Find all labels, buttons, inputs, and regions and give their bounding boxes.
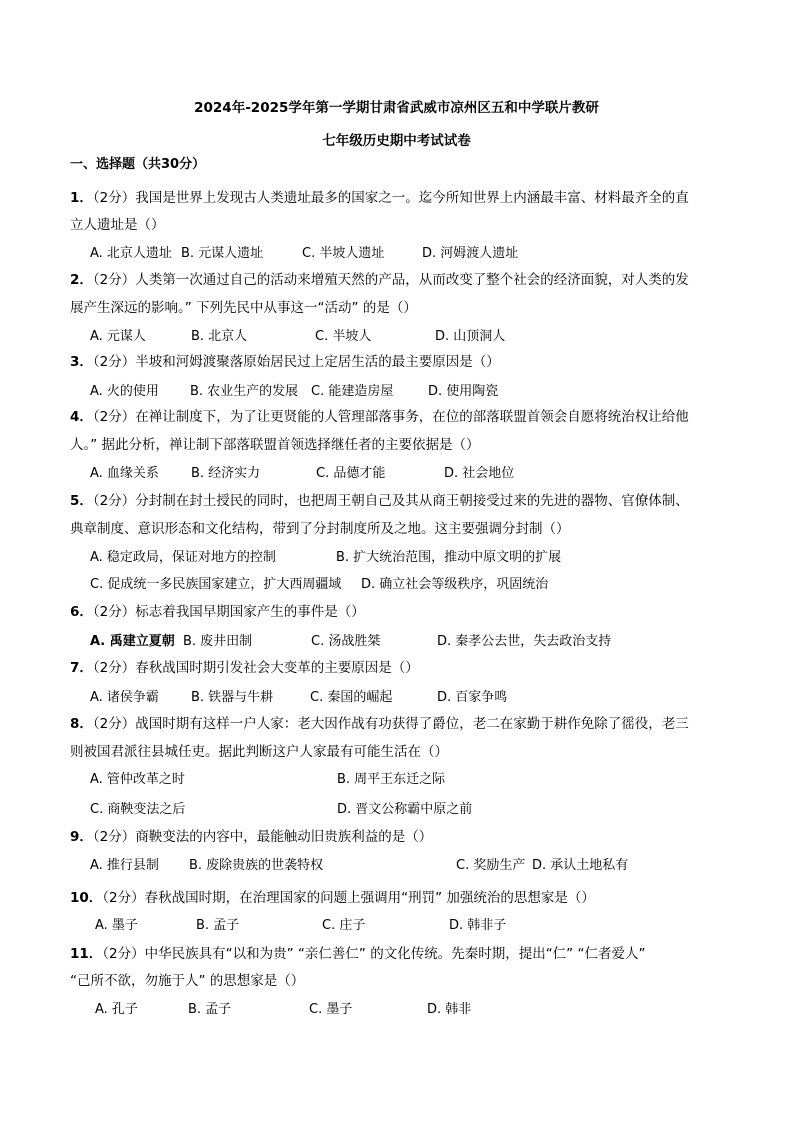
option-3d: D. 使用陶瓷: [428, 384, 499, 399]
option-5c: C. 促成统一多民族国家建立，扩大西周疆域: [90, 577, 342, 592]
option-6d: D. 秦孝公去世，失去政治支持: [437, 634, 612, 649]
option-7a: A. 诸侯争霸: [90, 690, 159, 705]
question-8-cont: 则被国君派往县城任吏。据此判断这户人家最有可能生活在（）: [70, 744, 448, 760]
option-8d: D. 晋文公称霸中原之前: [337, 802, 473, 817]
question-4: 4．（2分）在禅让制度下，为了让更贤能的人管理部落事务，在位的部落联盟首领会自愿将统治权让给他: [70, 409, 689, 425]
option-8c: C. 商鞅变法之后: [90, 802, 186, 817]
option-10b: B. 孟子: [196, 918, 240, 933]
section-heading: 一、选择题（共30分）: [70, 157, 206, 172]
option-9b: B. 废除贵族的世袭特权: [189, 858, 324, 873]
option-10c: C. 庄子: [322, 918, 366, 933]
option-11b: B. 孟子: [188, 1002, 232, 1017]
question-8: 8．（2分）战国时期有这样一户人家：老大因作战有功获得了爵位，老二在家勤于耕作免除了徭役，老三: [70, 716, 689, 732]
option-9d: D. 承认土地私有: [532, 858, 629, 873]
option-3a: A. 火的使用: [90, 384, 159, 399]
question-11-cont: “己所不欲，勿施于人” 的思想家是（）: [70, 973, 305, 989]
option-1d: D. 河姆渡人遗址: [422, 246, 519, 261]
option-7c: C. 秦国的崛起: [310, 690, 393, 705]
question-4-cont: 人。” 据此分析，禅让制下部落联盟首领选择继任者的主要依据是（）: [70, 437, 480, 453]
question-11: 11．（2分）中华民族具有“以和为贵” “亲仁善仁” 的文化传统。先秦时期，提出“仁” “仁者爱人”: [70, 946, 646, 962]
question-5: 5．（2分）分封制在封土授民的同时，也把周王朝自己及其从商王朝接受过来的先进的器物、官僚体制、: [70, 493, 689, 509]
option-3b: B. 农业生产的发展: [190, 384, 299, 399]
option-4b: B. 经济实力: [191, 466, 261, 481]
option-10d: D. 韩非子: [449, 918, 507, 933]
option-2b: B. 北京人: [191, 329, 248, 344]
question-10: 10．（2分）春秋战国时期，在治理国家的问题上强调用“刑罚” 加强统治的思想家是（）: [70, 890, 595, 906]
option-6b: B. 废井田制: [183, 634, 253, 649]
option-1c: C. 半坡人遗址: [302, 246, 385, 261]
option-7d: D. 百家争鸣: [437, 690, 508, 705]
question-3: 3．（2分）半坡和河姆渡聚落原始居民过上定居生活的最主要原因是（）: [70, 354, 500, 370]
exam-subtitle: 七年级历史期中考试试卷: [322, 133, 471, 149]
question-1: 1．（2分）我国是世界上发现古人类遗址最多的国家之一。迄今所知世界上内涵最丰富、材料最齐全的直: [70, 190, 689, 206]
exam-title: 2024年-2025学年第一学期甘肃省武威市凉州区五和中学联片教研: [194, 100, 599, 116]
option-5b: B. 扩大统治范围，推动中原文明的扩展: [336, 550, 562, 565]
option-1a: A. 北京人遗址: [90, 246, 172, 261]
option-9c: C. 奖励生产: [456, 858, 526, 873]
option-2c: C. 半坡人: [315, 329, 372, 344]
option-9a: A. 推行县制: [90, 858, 159, 873]
option-5a: A. 稳定政局，保证对地方的控制: [90, 550, 276, 565]
question-9: 9．（2分）商鞅变法的内容中，最能触动旧贵族利益的是（）: [70, 829, 433, 845]
option-4a: A. 血缘关系: [90, 466, 159, 481]
option-1b: B. 元谋人遗址: [181, 246, 264, 261]
option-11a: A. 孔子: [95, 1002, 138, 1017]
option-8a: A. 管仲改革之时: [90, 772, 185, 787]
option-4d: D. 社会地位: [444, 466, 515, 481]
question-7: 7．（2分）春秋战国时期引发社会大变革的主要原因是（）: [70, 660, 419, 676]
question-1-cont: 立人遗址是（）: [70, 217, 165, 233]
option-11d: D. 韩非: [427, 1002, 472, 1017]
option-6a: A. 禹建立夏朝: [90, 634, 175, 649]
option-4c: C. 品德才能: [316, 466, 386, 481]
question-5-cont: 典章制度、意识形态和文化结构，带到了分封制度所及之地。这主要强调分封制（）: [70, 521, 570, 537]
option-5d: D. 确立社会等级秩序，巩固统治: [361, 577, 549, 592]
option-2a: A. 元谋人: [90, 329, 146, 344]
option-2d: D. 山顶洞人: [435, 329, 506, 344]
question-2: 2．（2分）人类第一次通过自己的活动来增殖天然的产品，从而改变了整个社会的经济面貌，对人类的发: [70, 272, 689, 288]
option-7b: B. 铁器与牛耕: [191, 690, 274, 705]
question-6: 6．（2分）标志着我国早期国家产生的事件是（）: [70, 604, 365, 620]
option-11c: C. 墨子: [309, 1002, 353, 1017]
option-3c: C. 能建造房屋: [311, 384, 394, 399]
question-2-cont: 展产生深远的影响。” 下列先民中从事这一“活动” 的是（）: [70, 300, 417, 316]
option-10a: A. 墨子: [95, 918, 138, 933]
option-8b: B. 周平王东迁之际: [337, 772, 446, 787]
option-6c: C. 汤战胜桀: [311, 634, 381, 649]
